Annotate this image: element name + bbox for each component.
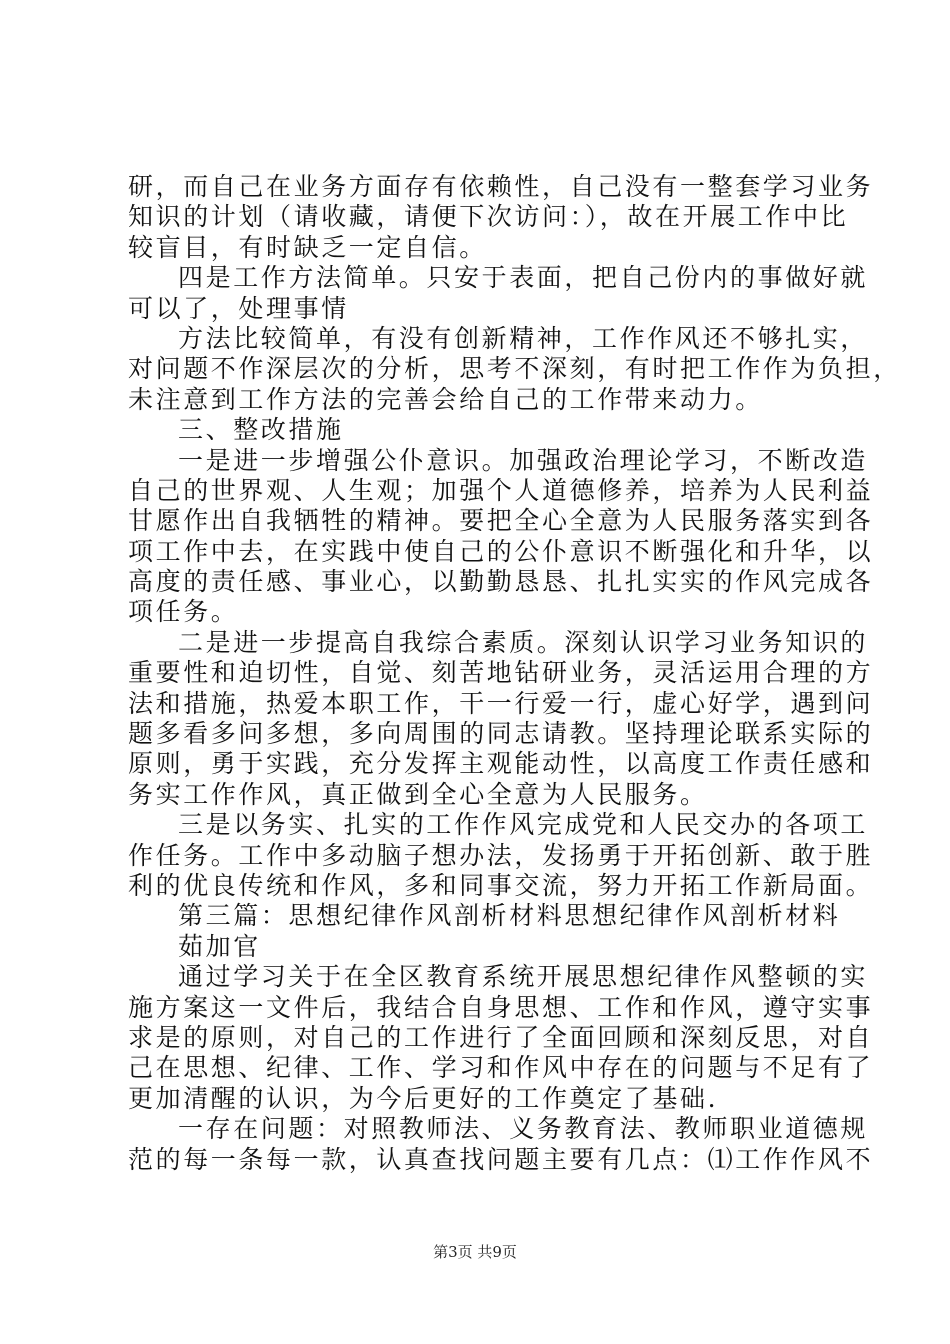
text-line: 范的每一条每一款，认真查找问题主要有几点：⑴工作作风不 xyxy=(128,1144,874,1174)
text-line: 求是的原则，对自己的工作进行了全面回顾和深刻反思，对自 xyxy=(128,1022,874,1052)
text-line: 研，而自己在业务方面存有依赖性，自己没有一整套学习业务 xyxy=(128,172,874,201)
text-line: 法和措施，热爱本职工作，干一行爱一行，虚心好学，遇到问 xyxy=(128,688,874,718)
text-line: 己在思想、纪律、工作、学习和作风中存在的问题与不足有了 xyxy=(128,1053,874,1083)
text-line: 甘愿作出自我牺牲的精神。要把全心全意为人民服务落实到各 xyxy=(128,506,874,536)
text-line: 项工作中去，在实践中使自己的公仆意识不断强化和升华，以 xyxy=(128,536,874,566)
text-line: 一是进一步增强公仆意识。加强政治理论学习，不断改造 xyxy=(178,445,869,475)
text-line: 可以了，处理事情 xyxy=(128,293,349,323)
text-line: 知识的计划（请收藏，请便下次访问：），故在开展工作中比 xyxy=(128,202,849,232)
text-line: 二是进一步提高自我综合素质。深刻认识学习业务知识的 xyxy=(178,627,869,657)
text-line: 作任务。工作中多动脑子想办法，发扬勇于开拓创新、敢于胜 xyxy=(128,840,874,870)
text-line: 重要性和迫切性，自觉、刻苦地钻研业务，灵活运用合理的方 xyxy=(128,658,874,688)
text-line: 第三篇：思想纪律作风剖析材料思想纪律作风剖析材料 xyxy=(178,901,841,931)
text-line: 自己的世界观、人生观；加强个人道德修养，培养为人民利益 xyxy=(128,475,874,505)
text-line: 务实工作作风，真正做到全心全意为人民服务。 xyxy=(128,779,708,809)
text-line: 三是以务实、扎实的工作作风完成党和人民交办的各项工 xyxy=(178,810,869,840)
text-line: 未注意到工作方法的完善会给自己的工作带来动力。 xyxy=(128,384,763,414)
text-line: 更加清醒的认识，为今后更好的工作奠定了基础. xyxy=(128,1083,719,1113)
text-line: 一存在问题：对照教师法、义务教育法、教师职业道德规 xyxy=(178,1114,869,1144)
text-line: 较盲目，有时缺乏一定自信。 xyxy=(128,232,487,262)
text-line: 茹加官 xyxy=(178,931,261,961)
text-line: 高度的责任感、事业心，以勤勤恳恳、扎扎实实的作风完成各 xyxy=(128,567,874,597)
text-line: 利的优良传统和作风，多和同事交流，努力开拓工作新局面。 xyxy=(128,870,874,900)
text-line: 通过学习关于在全区教育系统开展思想纪律作风整顿的实 xyxy=(178,962,869,992)
text-line: 四是工作方法简单。只安于表面，把自己份内的事做好就 xyxy=(178,263,869,293)
text-line: 原则，勇于实践，充分发挥主观能动性，以高度工作责任感和 xyxy=(128,749,874,779)
text-line: 对问题不作深层次的分析，思考不深刻，有时把工作作为负担， xyxy=(128,354,901,384)
document-body xyxy=(128,172,901,1175)
text-line: 题多看多问多想，多向周围的同志请教。坚持理论联系实际的 xyxy=(128,719,874,749)
text-line: 施方案这一文件后，我结合自身思想、工作和作风，遵守实事 xyxy=(128,992,874,1022)
page-footer: 第3页 共9页 xyxy=(433,1243,517,1261)
text-line: 方法比较简单，有没有创新精神，工作作风还不够扎实， xyxy=(178,323,869,353)
text-line: 项任务。 xyxy=(128,597,239,627)
text-line: 三、整改措施 xyxy=(178,415,344,445)
